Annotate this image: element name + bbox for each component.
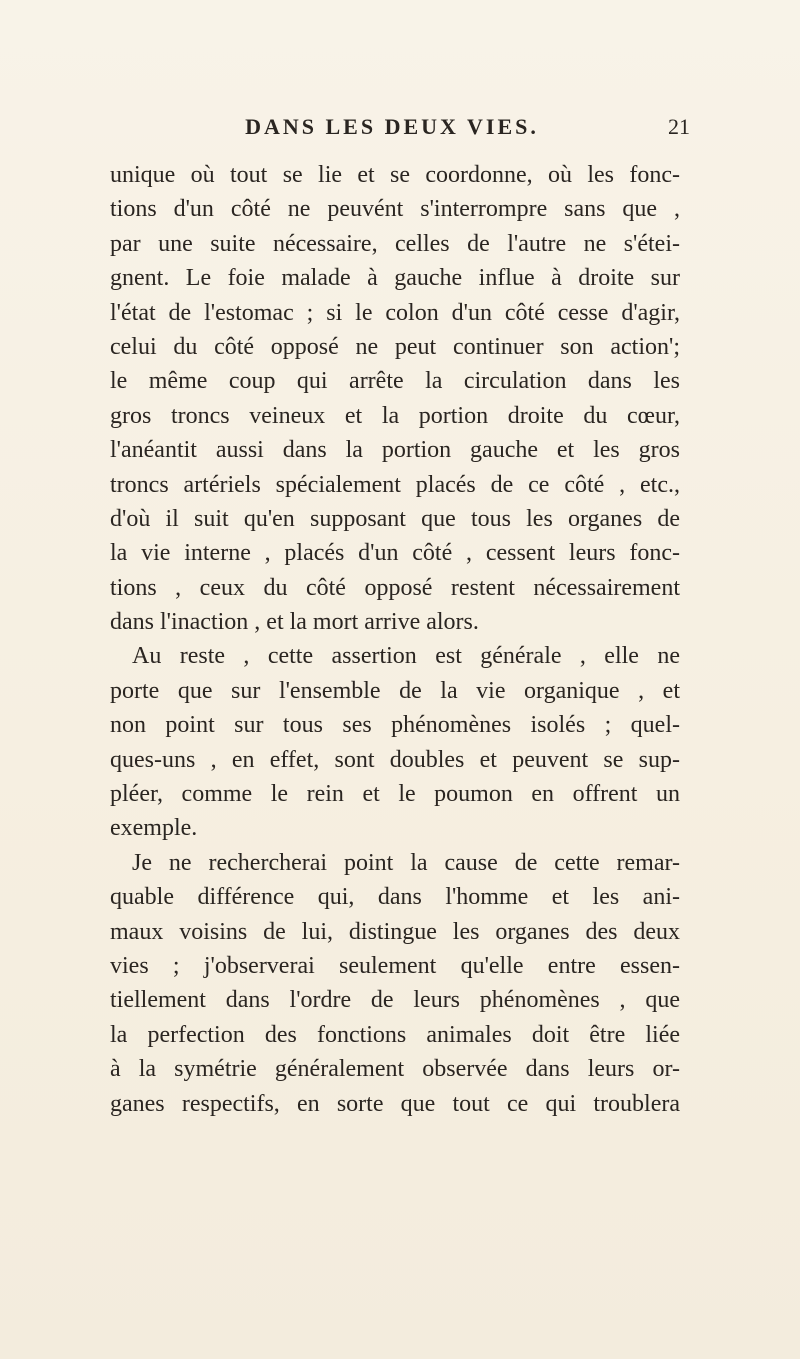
text-line-9: l'anéantit aussi dans la portion gauche et les gros (110, 437, 680, 464)
text-line-5: l'état de l'estomac ; si le colon d'un côté cesse d'agir, (110, 299, 680, 326)
page-number: 21 (668, 114, 690, 139)
text-line-21: Je ne rechercherai point la cause de cette remar- (132, 849, 680, 876)
text-line-25: tiellement dans l'ordre de leurs phénomènes , que (110, 987, 680, 1014)
body-text (110, 158, 680, 1121)
text-line-27: à la symétrie généralement observée dans leurs or- (110, 1056, 680, 1083)
text-line-18: ques-uns , en effet, sont doubles et peuvent se sup- (110, 746, 680, 773)
text-line-26: la perfection des fonctions animales doit être liée (110, 1021, 680, 1048)
text-line-11: d'où il suit qu'en supposant que tous les organes de (110, 505, 680, 532)
text-line-13: tions , ceux du côté opposé restent nécessairement (110, 574, 680, 601)
text-line-22: quable différence qui, dans l'homme et les ani- (110, 884, 680, 911)
text-line-6: celui du côté opposé ne peut continuer son action'; (110, 333, 680, 360)
text-line-3: par une suite nécessaire, celles de l'autre ne s'étei- (110, 230, 680, 257)
running-title: DANS LES DEUX VIES. (245, 114, 539, 139)
text-line-10: troncs artériels spécialement placés de ce côté , etc., (110, 471, 680, 498)
text-line-8: gros troncs veineux et la portion droite du cœur, (110, 402, 680, 429)
text-line-12: la vie interne , placés d'un côté , cessent leurs fonc- (110, 540, 680, 567)
text-line-28: ganes respectifs, en sorte que tout ce qui troublera (110, 1090, 680, 1117)
running-head (94, 114, 690, 142)
text-line-16: porte que sur l'ensemble de la vie organique , et (110, 677, 680, 704)
text-line-1: unique où tout se lie et se coordonne, où les fonc- (110, 162, 680, 188)
text-line-14: dans l'inaction , et la mort arrive alors. (110, 609, 479, 636)
text-line-24: vies ; j'observerai seulement qu'elle entre essen- (110, 952, 680, 979)
text-line-20: exemple. (110, 815, 198, 842)
text-line-7: le même coup qui arrête la circulation dans les (110, 368, 680, 395)
text-line-17: non point sur tous ses phénomènes isolés ; quel- (110, 712, 680, 739)
text-line-23: maux voisins de lui, distingue les organes des deux (110, 918, 680, 945)
text-line-19: pléer, comme le rein et le poumon en offrent un (110, 781, 680, 808)
text-line-15: Au reste , cette assertion est générale , elle ne (132, 643, 680, 670)
text-line-2: tions d'un côté ne peuvént s'interrompre sans que , (110, 196, 680, 223)
text-line-4: gnent. Le foie malade à gauche influe à droite sur (110, 265, 680, 292)
